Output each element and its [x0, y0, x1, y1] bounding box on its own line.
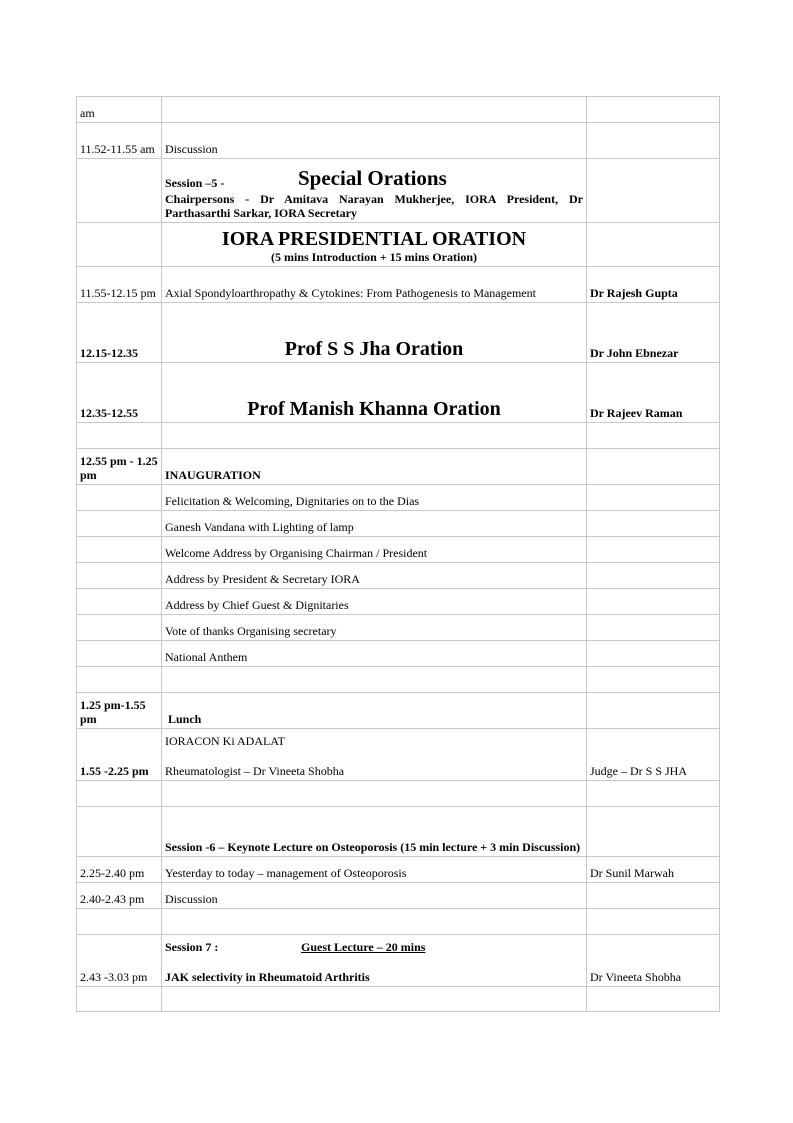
- speaker-cell: Dr John Ebnezar: [587, 303, 720, 363]
- content-cell: Axial Spondyloarthropathy & Cytokines: From Pathogenesis to Management: [162, 267, 587, 303]
- speaker-cell: [587, 423, 720, 449]
- speaker-cell: [587, 159, 720, 223]
- speaker-cell: Dr Rajesh Gupta: [587, 267, 720, 303]
- oration-cell: [162, 303, 587, 363]
- time-cell: [77, 563, 162, 589]
- table-row: [77, 693, 720, 729]
- speaker-cell: [587, 97, 720, 123]
- time-cell: [77, 987, 162, 1012]
- time-cell: [77, 485, 162, 511]
- table-row: [77, 485, 720, 511]
- table-row: [77, 423, 720, 449]
- table-row: [77, 267, 720, 303]
- content-cell: Address by Chief Guest & Dignitaries: [162, 589, 587, 615]
- speaker-cell: [587, 781, 720, 807]
- time-cell: am: [77, 97, 162, 123]
- time-cell: [77, 159, 162, 223]
- speaker-cell: [587, 693, 720, 729]
- speaker-cell: [587, 615, 720, 641]
- oration-title-row: [77, 223, 720, 267]
- content-cell: [162, 909, 587, 935]
- speaker-cell: Dr Vineeta Shobha: [587, 935, 720, 987]
- table-row: [77, 449, 720, 485]
- session-cell: [162, 935, 587, 987]
- time-cell: [77, 807, 162, 857]
- speaker-cell: [587, 883, 720, 909]
- time-cell: 11.52-11.55 am: [77, 123, 162, 159]
- content-cell: Yesterday to today – management of Osteoporosis: [162, 857, 587, 883]
- table-row: [77, 667, 720, 693]
- content-cell: [162, 97, 587, 123]
- speaker-cell: [587, 909, 720, 935]
- session-row: [77, 935, 720, 987]
- speaker-cell: Dr Sunil Marwah: [587, 857, 720, 883]
- oration-cell: [162, 223, 587, 267]
- schedule-table: [76, 96, 720, 1012]
- oration-title: Prof S S Jha Oration: [284, 338, 464, 360]
- time-cell: 1.25 pm-1.55 pm: [77, 693, 162, 729]
- speaker-cell: [587, 987, 720, 1012]
- content-cell: Discussion: [162, 883, 587, 909]
- table-row: [77, 563, 720, 589]
- content-line: Rheumatologist – Dr Vineeta Shobha: [165, 764, 345, 778]
- table-row: [77, 883, 720, 909]
- time-cell: 12.35-12.55: [77, 363, 162, 423]
- content-cell: [162, 729, 587, 781]
- content-cell: Address by President & Secretary IORA: [162, 563, 587, 589]
- table-row: [77, 987, 720, 1012]
- oration-row: [77, 363, 720, 423]
- time-cell: [77, 781, 162, 807]
- session-header-row: [77, 807, 720, 857]
- speaker-cell: [587, 223, 720, 267]
- speaker-cell: [587, 485, 720, 511]
- table-row: [77, 857, 720, 883]
- time-cell: [77, 511, 162, 537]
- table-row: [77, 537, 720, 563]
- table-row: [77, 511, 720, 537]
- table-row: [77, 589, 720, 615]
- table-row: [77, 729, 720, 781]
- session-cell: [162, 159, 587, 223]
- table-row: [77, 641, 720, 667]
- session-prefix: Session –5 -: [165, 176, 225, 190]
- time-cell: [77, 615, 162, 641]
- speaker-cell: Dr Rajeev Raman: [587, 363, 720, 423]
- time-cell: 12.55 pm - 1.25 pm: [77, 449, 162, 485]
- lecture-title: JAK selectivity in Rheumatoid Arthritis: [165, 970, 370, 984]
- time-cell: [77, 641, 162, 667]
- time-cell: [77, 537, 162, 563]
- speaker-cell: [587, 807, 720, 857]
- oration-subtitle: (5 mins Introduction + 15 mins Oration): [271, 250, 477, 264]
- time-cell: 2.25-2.40 pm: [77, 857, 162, 883]
- time-cell: 2.43 -3.03 pm: [77, 935, 162, 987]
- oration-row: [77, 303, 720, 363]
- session-prefix: Session 7 :: [165, 940, 219, 954]
- time-cell: 2.40-2.43 pm: [77, 883, 162, 909]
- speaker-cell: Judge – Dr S S JHA: [587, 729, 720, 781]
- content-cell: INAUGURATION: [162, 449, 587, 485]
- content-cell: Felicitation & Welcoming, Dignitaries on to the Dias: [162, 485, 587, 511]
- content-cell: Lunch: [162, 693, 587, 729]
- table-row: [77, 97, 720, 123]
- content-cell: National Anthem: [162, 641, 587, 667]
- speaker-cell: [587, 511, 720, 537]
- time-cell: [77, 423, 162, 449]
- content-line: IORACON Ki ADALAT: [165, 734, 285, 748]
- table-row: [77, 781, 720, 807]
- session-title: Guest Lecture – 20 mins: [301, 940, 426, 954]
- content-cell: Ganesh Vandana with Lighting of lamp: [162, 511, 587, 537]
- content-cell: Welcome Address by Organising Chairman / President: [162, 537, 587, 563]
- speaker-cell: [587, 589, 720, 615]
- session-header-row: [77, 159, 720, 223]
- table-row: [77, 123, 720, 159]
- time-cell: [77, 667, 162, 693]
- session-cell: Session -6 – Keynote Lecture on Osteoporosis (15 min lecture + 3 min Discussion): [162, 807, 587, 857]
- content-cell: [162, 667, 587, 693]
- chairpersons: Chairpersons - Dr Amitava Narayan Mukherjee, IORA President, Dr Parthasarthi Sarkar, IORA Secretary: [165, 192, 583, 220]
- time-cell: 11.55-12.15 pm: [77, 267, 162, 303]
- session-title: Special Orations: [298, 166, 447, 190]
- speaker-cell: [587, 537, 720, 563]
- time-cell: [77, 223, 162, 267]
- oration-title: IORA PRESIDENTIAL ORATION: [221, 228, 527, 250]
- speaker-cell: [587, 667, 720, 693]
- table-row: [77, 909, 720, 935]
- table-row: [77, 615, 720, 641]
- content-cell: [162, 781, 587, 807]
- speaker-cell: [587, 563, 720, 589]
- time-cell: [77, 589, 162, 615]
- time-cell: 12.15-12.35: [77, 303, 162, 363]
- speaker-cell: [587, 641, 720, 667]
- content-cell: [162, 987, 587, 1012]
- time-cell: 1.55 -2.25 pm: [77, 729, 162, 781]
- content-cell: Discussion: [162, 123, 587, 159]
- speaker-cell: [587, 123, 720, 159]
- oration-cell: [162, 363, 587, 423]
- time-cell: [77, 909, 162, 935]
- content-cell: Vote of thanks Organising secretary: [162, 615, 587, 641]
- oration-title: Prof Manish Khanna Oration: [247, 398, 501, 420]
- speaker-cell: [587, 449, 720, 485]
- content-cell: [162, 423, 587, 449]
